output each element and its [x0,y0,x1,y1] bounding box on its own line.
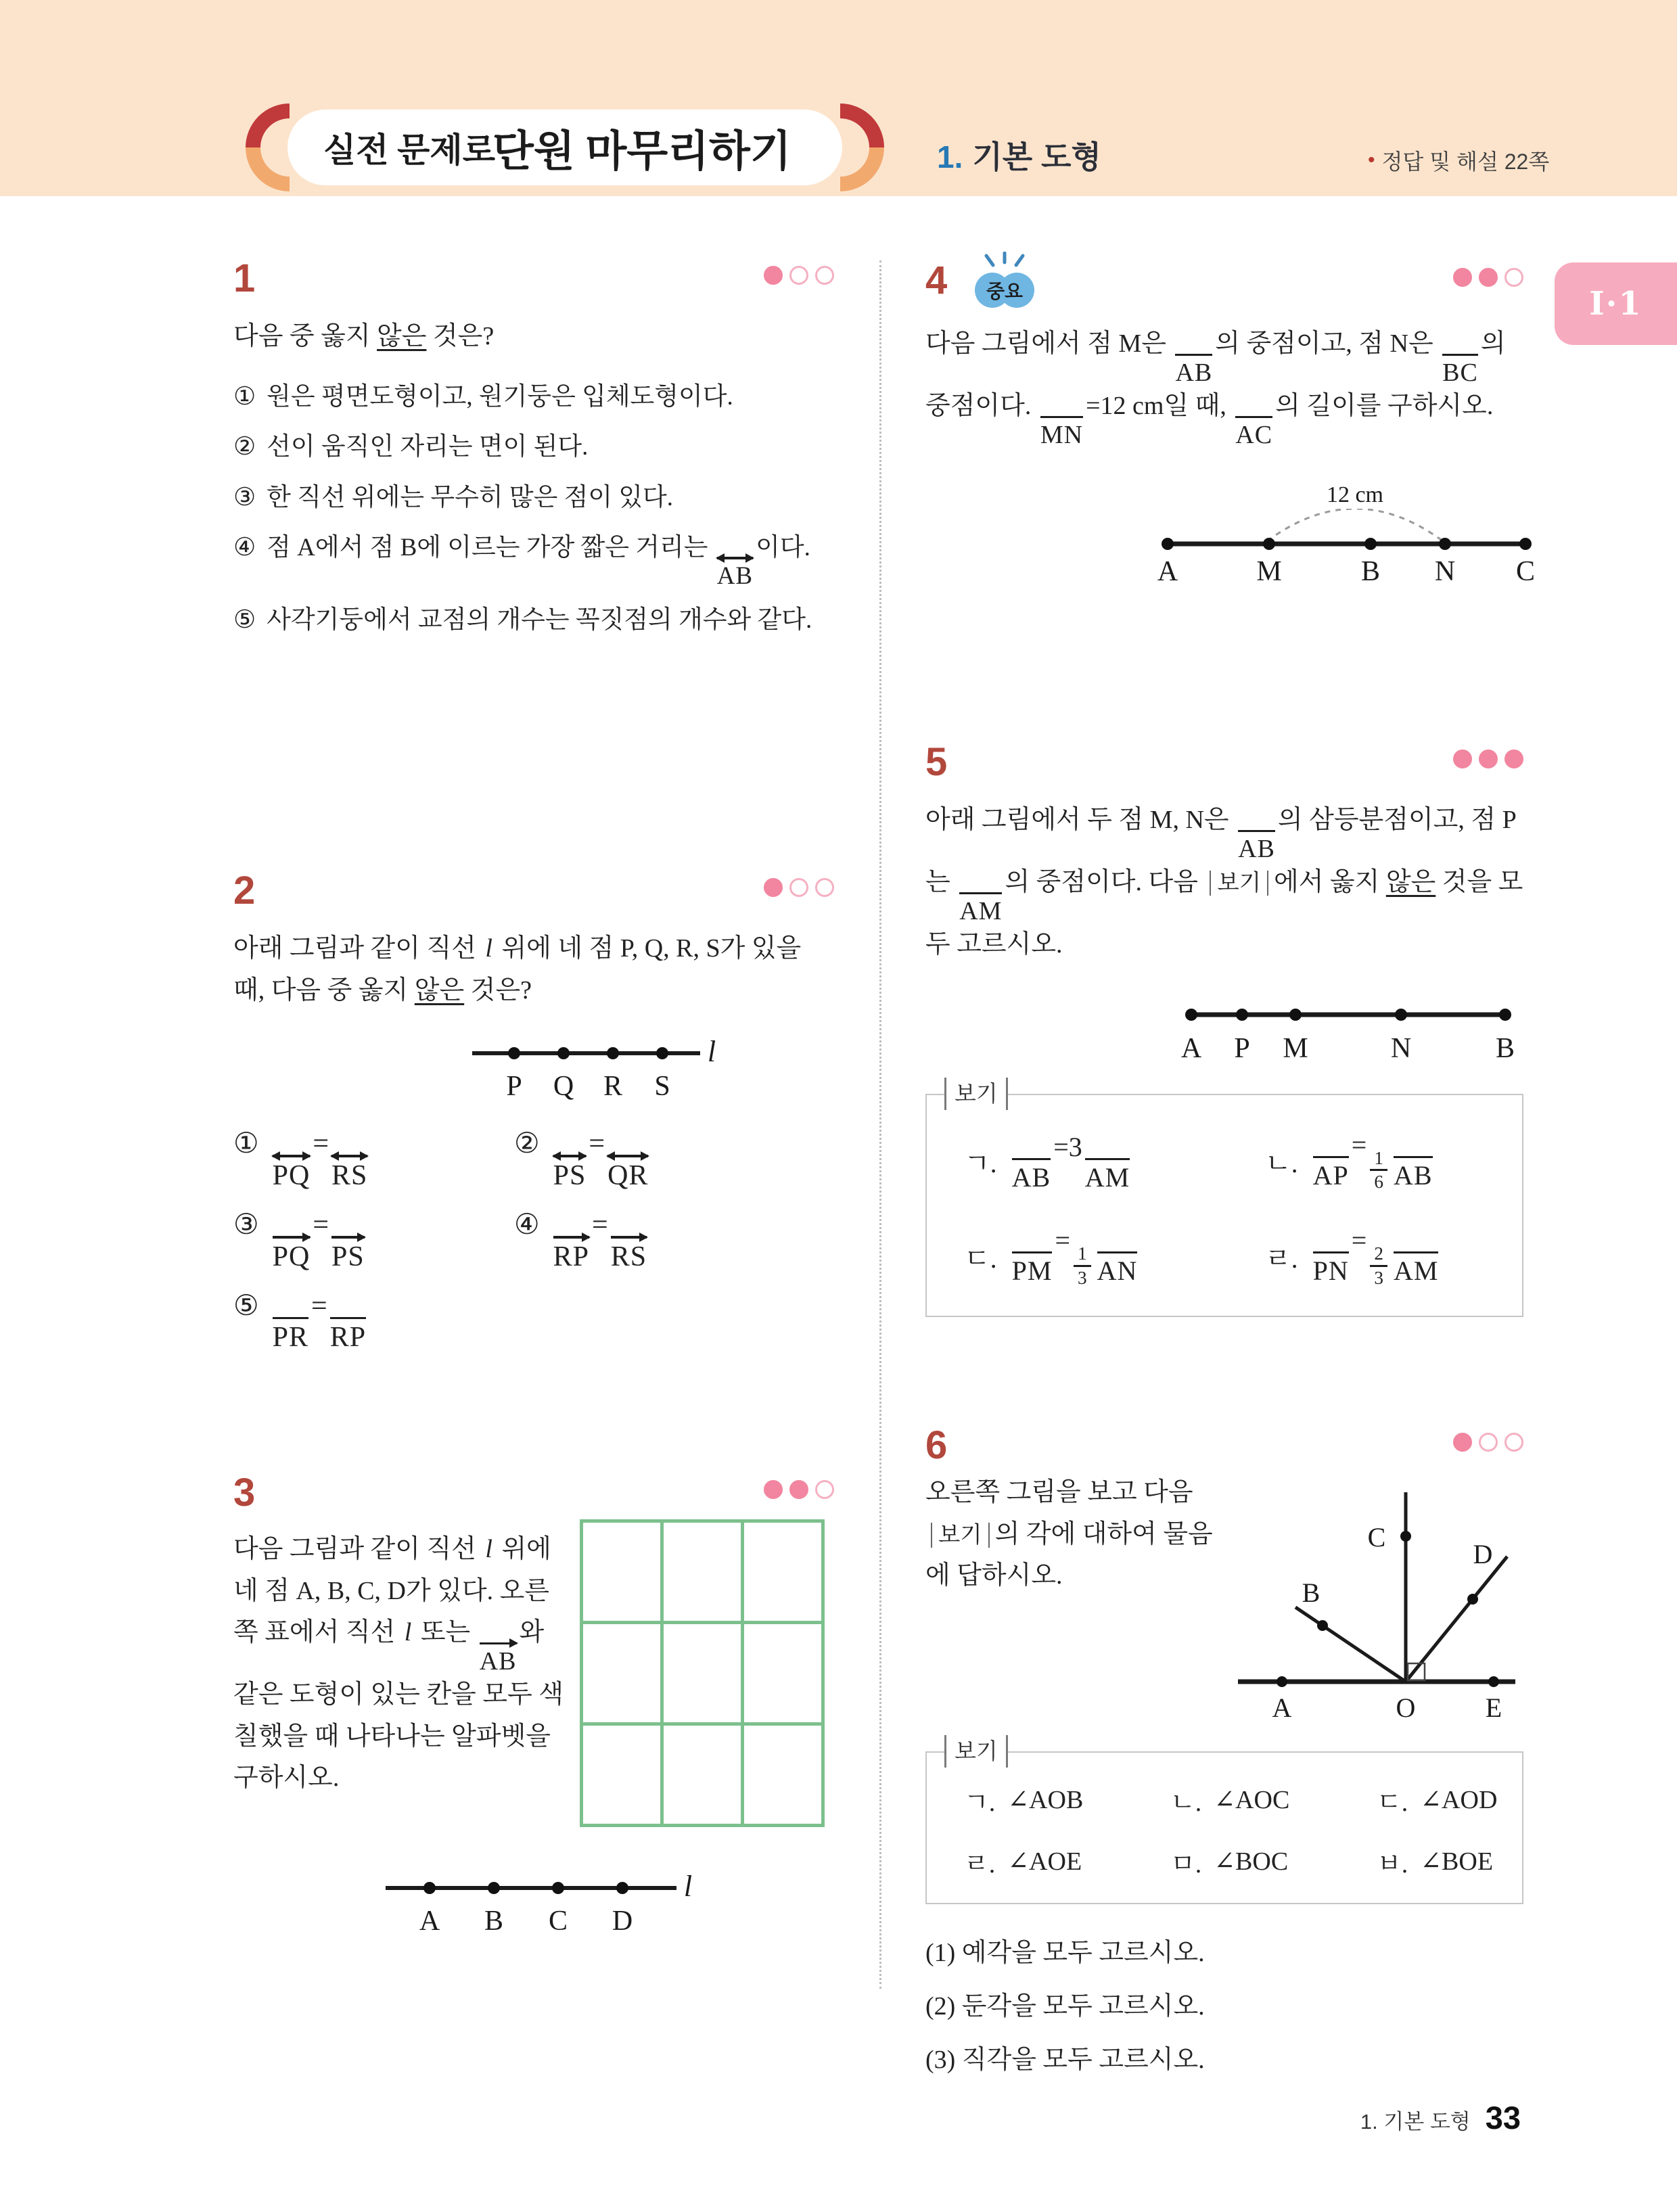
problem-1 [233,256,834,651]
choice-list [233,1126,834,1352]
sub-question-1: (1) 예각을 모두 고르시오. [925,1939,1205,1967]
point-label: R [603,1071,623,1103]
line-diagram-abcd [379,1862,704,1937]
point-label: C [1367,1522,1386,1552]
difficulty-dot-filled [789,1480,808,1499]
bogi-item-2: ㄴ. ∠AOC [1170,1786,1290,1817]
difficulty-dot-filled [1453,268,1472,287]
problem-6 [925,1423,1523,2092]
difficulty-indicator [1453,268,1523,287]
problem-text: 아래 그림과 같이 직선 l 위에 네 점 P, Q, R, S가 있을 때, 다음 중 옳지 않은 것은? [233,934,802,1005]
bogi-items [964,1129,1492,1289]
choice-3: ③ PQ = PS [233,1209,365,1272]
problem-text: 오른쪽 그림을 보고 다음 보기 의 각에 대하여 물음에 답하시오. [925,1478,1213,1590]
point-label: B [484,1906,504,1937]
difficulty-indicator [1453,1433,1523,1452]
difficulty-dot-empty [1504,268,1523,287]
page-footer [1360,2099,1521,2136]
bogi-label: 보기 [944,1735,1008,1768]
difficulty-dot-empty [815,878,834,897]
difficulty-indicator [1453,750,1523,768]
bogi-label: 보기 [944,1078,1008,1110]
arc-right-orange [840,147,877,184]
bullet-icon: • [1368,149,1375,171]
table-cell [743,1521,823,1623]
segment-diagram-ambnc [1155,468,1541,586]
point-label: B [1360,556,1381,587]
sub-question-2: (2) 둔각을 모두 고르시오. [925,1992,1205,2021]
problem-4 [925,258,1536,587]
problem-text: 아래 그림에서 두 점 M, N은 AB 의 삼등분점이고, 점 P는 AM 의 중점이다. 다음 보기 에서 옳지 않은 것을 모두 고르시오. [925,806,1523,959]
problem-2 [233,871,834,1352]
choice-3: ③ 한 직선 위에는 무수히 많은 점이 있다. [233,483,674,511]
measure-arc [1267,509,1443,541]
chapter-number: 1. [937,139,963,175]
bogi-item-4: ㄹ. ∠AOE [964,1847,1082,1879]
table-cell [743,1623,823,1724]
measure-label: 12 cm [1326,482,1384,508]
choice-1: ① 원은 평면도형이고, 원기둥은 입체도형이다. [233,382,733,411]
bogi-item-6: ㅂ. ∠BOE [1377,1847,1494,1879]
section-tab [1555,262,1677,345]
difficulty-dot-empty [789,878,808,897]
problem-text: 다음 그림과 같이 직선 l 위에 네 점 A, B, C, D가 있다. 오른쪽 표에서 직선 l 또는 AB 와 같은 도형이 있는 칸을 모두 색칠했을 때 나타나는 알파벳을 구하시오. [233,1535,564,1793]
answer-reference [1368,145,1549,176]
sub-question-list [925,1931,1523,2075]
table-cell [662,1521,743,1623]
difficulty-dot-empty [789,266,808,285]
point-label: S [654,1071,670,1103]
line-diagram-pqrs [467,1028,731,1102]
page-title-black: 단원 마무리하기 [492,128,791,175]
ray-ob [1295,1607,1406,1682]
difficulty-dot-filled [1453,1433,1472,1452]
title-capsule [223,99,906,202]
problem-number: 4 [925,258,948,302]
difficulty-dot-filled [764,266,783,285]
difficulty-dot-empty [815,1480,834,1499]
point-label: N [1434,556,1456,587]
sub-question-3: (3) 직각을 모두 고르시오. [925,2046,1205,2074]
badge-rays [986,253,1023,265]
difficulty-dot-empty [1479,1433,1498,1452]
point-label: P [1234,1032,1250,1064]
point-label: A [1180,1032,1202,1064]
point-label: A [1272,1692,1292,1723]
point-label: C [1515,556,1536,587]
point-label: P [506,1071,522,1103]
arc-left-orange [253,147,290,184]
section-tab-label: I·1 [1589,285,1642,323]
chapter-heading [937,133,1101,177]
bogi-box [925,1080,1523,1317]
table-cell [582,1724,662,1826]
difficulty-dot-filled [1479,750,1498,768]
problem-5-header [925,740,1523,784]
table-row [582,1521,823,1623]
footer-chapter: 1. 기본 도형 [1360,2110,1471,2134]
bogi-item-3: ㄷ. PM = $\frac{1}{3}$ AN [964,1224,1138,1288]
answer-reference-text: 정답 및 해설 22쪽 [1381,149,1550,174]
bogi-items [964,1781,1498,1880]
angle-diagram [1231,1472,1522,1739]
point-label: A [419,1906,440,1937]
point-label: D [1473,1539,1493,1569]
problem-number: 6 [925,1423,948,1467]
problem-2-header [233,871,834,911]
difficulty-dot-filled [1504,750,1523,768]
table-cell [582,1521,662,1623]
point-label: M [1256,556,1282,587]
problem-3-header [233,1473,834,1513]
point-label: B [1495,1032,1515,1064]
table-cell [582,1623,662,1724]
difficulty-indicator [764,878,834,897]
table-row [582,1623,823,1724]
problem-number: 3 [233,1471,256,1515]
table-cell [662,1623,743,1724]
problem-3 [233,1473,834,1937]
page-title-red: 실전 문제로 [323,131,495,169]
point-label: D [612,1906,633,1937]
point-label: A [1157,556,1178,587]
chapter-name: 기본 도형 [972,139,1101,175]
problem-3-body [233,1529,834,1827]
bogi-item-3: ㄷ. ∠AOD [1377,1786,1498,1817]
problem-6-header [925,1423,1523,1467]
problem-4-header [925,258,1523,314]
problem-6-body [925,1472,1523,1739]
table-row [582,1724,823,1826]
point-label: C [548,1906,568,1937]
choice-2: ② PS = QR [514,1128,649,1191]
arc-left-red [253,111,290,147]
table-cell [662,1724,743,1826]
problem-1-header [233,256,834,300]
difficulty-dot-filled [1453,750,1472,768]
line-label: l [707,1035,716,1069]
bogi-item-5: ㅁ. ∠BOC [1170,1847,1289,1879]
difficulty-dot-filled [764,878,783,897]
problem-text: 다음 그림에서 점 M은 AB 의 중점이고, 점 N은 BC 의 중점이다. MN =12 cm일 때, AC 의 길이를 구하시오. [925,329,1506,450]
point-label: O [1396,1692,1416,1723]
table-cell [743,1724,823,1826]
important-badge [961,252,1049,314]
bogi-box [925,1738,1523,1904]
problem-5 [925,740,1523,1317]
footer-page-number: 33 [1485,2100,1521,2136]
point-label: M [1283,1032,1308,1064]
choice-1: ① PQ = RS [233,1128,368,1191]
problem-text: 다음 중 옳지 않은 것은? [233,322,495,350]
bogi-item-1: ㄱ. AB =3 AM [964,1131,1130,1193]
point-label: Q [553,1071,574,1103]
difficulty-indicator [764,266,834,285]
difficulty-dot-filled [1479,268,1498,287]
difficulty-indicator [764,1480,834,1499]
shape-table [580,1519,825,1827]
problem-number: 1 [233,256,256,300]
column-divider [879,260,881,1989]
choice-4: ④ 점 A에서 점 B에 이르는 가장 짧은 거리는 AB 이다. [233,534,810,590]
difficulty-dot-empty [815,266,834,285]
point-label: B [1302,1577,1320,1608]
point-label: N [1390,1032,1412,1064]
difficulty-dot-filled [764,1480,783,1499]
difficulty-dot-empty [1504,1433,1523,1452]
problem-number: 5 [925,740,948,784]
badge-label: 중요 [986,281,1024,302]
choice-list [233,378,834,639]
choice-5: ⑤ PR = RP [233,1290,367,1354]
bogi-item-2: ㄴ. AP = $\frac{1}{6}$ AB [1265,1129,1433,1193]
bogi-item-1: ㄱ. ∠AOB [964,1786,1084,1817]
segment-diagram-apmnb [1179,986,1517,1064]
choice-4: ④ RP = RS [514,1209,647,1272]
problem-number: 2 [233,869,256,913]
line-label: l [683,1870,693,1903]
choice-2: ② 선이 움직인 자리는 면이 된다. [233,433,589,461]
choice-5: ⑤ 사각기둥에서 교점의 개수는 꼭짓점의 개수와 같다. [233,605,812,634]
point-label: E [1485,1692,1502,1723]
bogi-item-4: ㄹ. PN = $\frac{2}{3}$ AM [1265,1224,1439,1288]
arc-right-red [840,111,877,147]
